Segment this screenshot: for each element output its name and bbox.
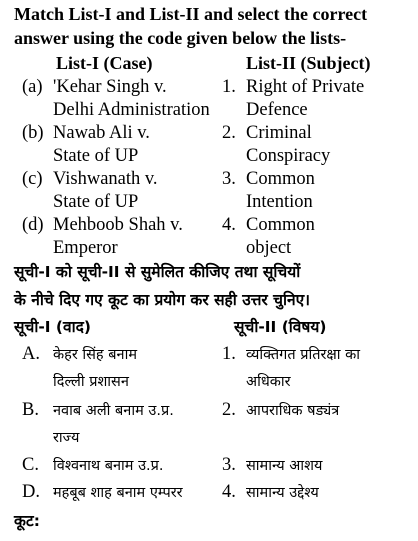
row-label: (b) [22, 123, 44, 143]
subject-number: 2. [222, 400, 236, 420]
case-name: Nawab Ali v. [53, 123, 150, 143]
case-name: विश्वनाथ बनाम उ.प्र. [53, 458, 164, 474]
hindi-instruction-line-1: सूची-I को सूची-II से सुमेलित कीजिए तथा सूचियों [14, 263, 301, 281]
case-name: नवाब अली बनाम उ.प्र. [53, 403, 174, 419]
code-label: कूट: [14, 512, 40, 530]
subject-name: Common [246, 169, 315, 189]
case-name-continued: Emperor [53, 238, 118, 258]
subject-name-continued: अधिकार [246, 374, 291, 390]
subject-name: आपराधिक षड्यंत्र [246, 403, 340, 419]
list2-header: List-II (Subject) [246, 53, 371, 73]
row-label: A. [22, 344, 40, 364]
english-instruction-line-2: answer using the code given below the lists- [14, 28, 347, 48]
subject-name-continued: Defence [246, 100, 308, 120]
subject-number: 1. [222, 344, 236, 364]
case-name: महबूब शाह बनाम एम्परर [53, 485, 183, 501]
subject-number: 2. [222, 123, 236, 143]
subject-name: Right of Private [246, 77, 365, 97]
subject-name: Common [246, 215, 315, 235]
subject-name-continued: Intention [246, 192, 313, 212]
row-label: D. [22, 482, 40, 502]
subject-name: सामान्य उद्देश्य [246, 485, 319, 501]
case-name-continued: Delhi Administration [53, 100, 210, 120]
subject-number: 3. [222, 455, 236, 475]
row-label: (d) [22, 215, 44, 235]
subject-number: 3. [222, 169, 236, 189]
case-name: केहर सिंह बनाम [53, 347, 137, 363]
hindi-instruction-line-2: के नीचे दिए गए कूट का प्रयोग कर सही उत्तर चुनिए। [14, 291, 311, 309]
case-name-continued: State of UP [53, 146, 139, 166]
row-label: C. [22, 455, 39, 475]
row-label: B. [22, 400, 39, 420]
subject-number: 4. [222, 215, 236, 235]
english-instruction-line-1: Match List-I and List-II and select the correct [14, 4, 368, 24]
subject-name: Criminal [246, 123, 312, 143]
case-name: Mehboob Shah v. [53, 215, 183, 235]
row-label: (c) [22, 169, 43, 189]
subject-name-continued: object [246, 238, 292, 258]
subject-number: 4. [222, 482, 236, 502]
case-name-continued: राज्य [53, 430, 80, 446]
list1-header: List-I (Case) [56, 53, 153, 73]
hindi-list1-header: सूची-I (वाद) [14, 318, 91, 336]
row-label: (a) [22, 77, 43, 97]
case-name-continued: दिल्ली प्रशासन [53, 374, 129, 390]
subject-name: व्यक्तिगत प्रतिरक्षा का [246, 347, 361, 363]
hindi-list2-header: सूची-II (विषय) [234, 318, 327, 336]
subject-name: सामान्य आशय [246, 458, 323, 474]
subject-name-continued: Conspiracy [246, 146, 331, 166]
case-name: Vishwanath v. [53, 169, 158, 189]
subject-number: 1. [222, 77, 236, 97]
case-name-continued: State of UP [53, 192, 139, 212]
case-name: 'Kehar Singh v. [53, 77, 167, 97]
